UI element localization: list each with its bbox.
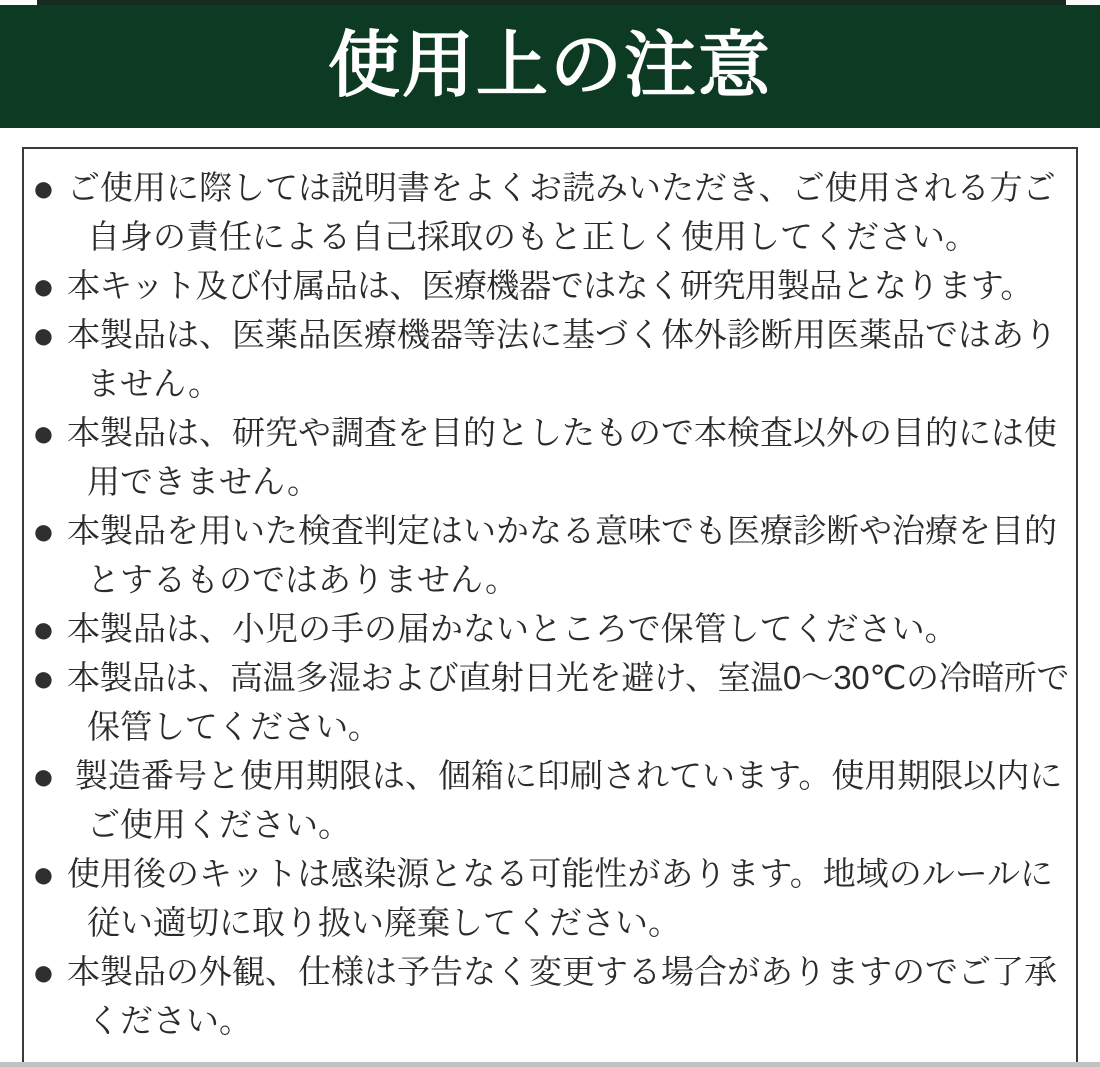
notice-item: ● ご使用に際しては説明書をよくお読みいただき、ご使用される方ご自身の責任による自己採取のもと正しく使用してください。 (32, 168, 1056, 255)
notice-item-text: 本製品は、小児の手の届かないところで保管してください。 (67, 610, 958, 647)
bottom-edge-strip (0, 1062, 1100, 1067)
notice-item-text: 本製品は、研究や調査を目的としたもので本検査以外の目的には使用できません。 (67, 414, 1057, 500)
notice-item: ● 本製品は、高温多湿および直射日光を避け、室温0〜30℃の冷暗所で保管してください。 (32, 658, 1069, 745)
notice-box (22, 147, 1078, 1067)
notice-item-text: 本製品を用いた検査判定はいかなる意味でも医療診断や治療を目的とするものではありません。 (67, 512, 1057, 598)
notice-item: ● 本製品の外観、仕様は予告なく変更する場合がありますのでご了承ください。 (32, 952, 1057, 1039)
notice-item-text: 使用後のキットは感染源となる可能性があります。地域のルールに従い適切に取り扱い廃棄してください。 (67, 855, 1054, 941)
header-banner (0, 0, 1100, 128)
notice-item: ● 本キット及び付属品は、医療機器ではなく研究用製品となります。 (32, 266, 1033, 308)
notice-item: ● 本製品は、研究や調査を目的としたもので本検査以外の目的には使用できません。 (32, 413, 1057, 500)
notice-item: ● 製造番号と使用期限は、個箱に印刷されています。使用期限以内にご使用ください。 (32, 756, 1063, 843)
notice-list (28, 163, 1072, 1045)
notice-item: ● 本製品は、医薬品医療機器等法に基づく体外診断用医薬品ではありません。 (32, 315, 1057, 402)
notice-item-text: 本製品は、高温多湿および直射日光を避け、室温0〜30℃の冷暗所で保管してください。 (67, 659, 1069, 745)
notice-item-text: 本製品の外観、仕様は予告なく変更する場合がありますのでご了承ください。 (67, 953, 1057, 1039)
notice-item-text: 本製品は、医薬品医療機器等法に基づく体外診断用医薬品ではありません。 (67, 316, 1057, 402)
notice-item: ● 本製品は、小児の手の届かないところで保管してください。 (32, 609, 958, 651)
notice-item: ● 使用後のキットは感染源となる可能性があります。地域のルールに従い適切に取り扱い廃棄してください。 (32, 854, 1054, 941)
header-top-strip (0, 0, 1100, 5)
notice-item: ● 本製品を用いた検査判定はいかなる意味でも医療診断や治療を目的とするものではありません。 (32, 511, 1057, 598)
notice-item-text: ご使用に際しては説明書をよくお読みいただき、ご使用される方ご自身の責任による自己採取のもと正しく使用してください。 (67, 169, 1056, 255)
top-left-notch (0, 0, 37, 5)
page-title: 使用上の注意 (327, 26, 772, 106)
notice-item-text: 本キット及び付属品は、医療機器ではなく研究用製品となります。 (67, 267, 1033, 304)
notice-item-text: 製造番号と使用期限は、個箱に印刷されています。使用期限以内にご使用ください。 (75, 757, 1063, 843)
top-right-notch (1066, 0, 1100, 5)
